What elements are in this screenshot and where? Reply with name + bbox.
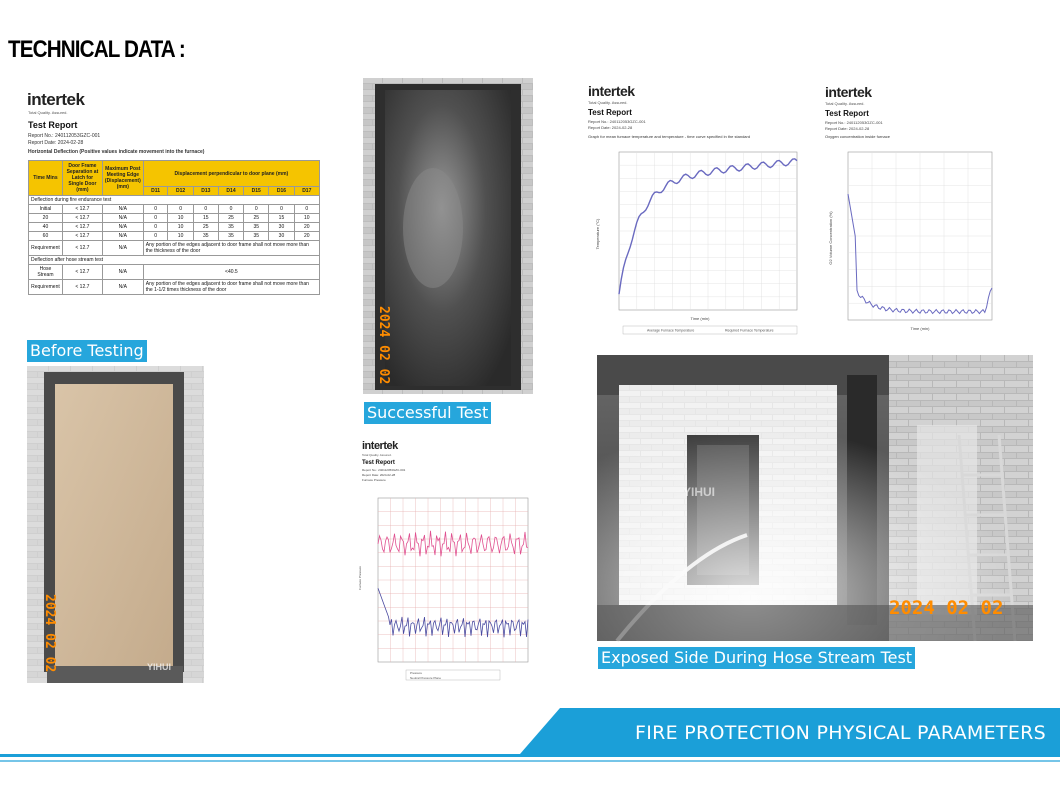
- cell: 35: [193, 232, 218, 241]
- intertek-logo: intertek: [825, 84, 872, 100]
- brand-tagline: Total Quality. Assured.: [588, 100, 628, 105]
- page-title: TECHNICAL DATA :: [8, 36, 185, 63]
- legend-item: Average Furnace Temperature: [647, 328, 695, 333]
- cell: 0: [218, 205, 243, 214]
- cell: Initial: [29, 205, 63, 214]
- intertek-logo: intertek: [588, 83, 635, 99]
- report-number: Report No.: 240112053GZC-001: [28, 133, 101, 139]
- cell: N/A: [102, 280, 143, 295]
- cell: Hose Stream: [29, 265, 63, 280]
- cell: 35: [244, 232, 269, 241]
- cell: N/A: [102, 214, 143, 223]
- cell: 10: [168, 232, 193, 241]
- footer-title: FIRE PROTECTION PHYSICAL PARAMETERS: [634, 722, 1046, 744]
- date-stamp: 2024 02 02: [42, 594, 57, 673]
- report-date: Report Date: 2024-02-28: [362, 473, 396, 477]
- photo-successful-test: [363, 78, 533, 394]
- cell: 0: [143, 232, 168, 241]
- subheader: D11: [143, 187, 168, 196]
- watermark: YIHUI: [147, 662, 172, 672]
- cell: N/A: [102, 241, 143, 256]
- caption-successful-test: Successful Test: [364, 402, 491, 424]
- subheader: D13: [193, 187, 218, 196]
- report-subtitle: Graph for mean furnace temperature and temperature - time curve specified in the standard: [588, 134, 751, 139]
- cell: 60: [29, 232, 63, 241]
- caption-exposed-side: Exposed Side During Hose Stream Test: [598, 647, 915, 669]
- intertek-logo: intertek: [27, 90, 85, 109]
- photo-before-testing: [27, 366, 204, 683]
- report-date: Report Date: 2024-02-28: [825, 126, 870, 131]
- cell: 0: [294, 205, 319, 214]
- cell: 30: [269, 223, 294, 232]
- brand-tagline: Total Quality. Assured.: [825, 101, 865, 106]
- cell: 10: [168, 223, 193, 232]
- cell: 0: [244, 205, 269, 214]
- cell: N/A: [102, 223, 143, 232]
- cell: < 12.7: [62, 214, 102, 223]
- header-max: Maximum Post Meeting Edge (Displacement) (mm): [102, 161, 143, 196]
- cell: 25: [244, 214, 269, 223]
- cell: 0: [269, 205, 294, 214]
- brand-tagline: Total Quality. Assured.: [28, 110, 68, 115]
- cell: 30: [269, 232, 294, 241]
- report-date: Report Date: 2024-02-28: [588, 125, 633, 130]
- report-number: Report No.: 240112053GZC-001: [825, 120, 883, 125]
- table-row: [29, 214, 320, 223]
- section-heading: Horizontal Deflection (Positive values indicate movement into the furnace): [28, 149, 205, 155]
- cell: 35: [244, 223, 269, 232]
- cell: 0: [193, 205, 218, 214]
- x-axis-label: Time (min): [690, 316, 710, 321]
- subheader: D17: [294, 187, 319, 196]
- date-stamp: 2024 02 02: [889, 597, 1004, 619]
- cell: 35: [218, 232, 243, 241]
- caption-before-testing: Before Testing: [27, 340, 147, 362]
- cell: N/A: [102, 205, 143, 214]
- report-number: Report No.: 240112053GZC-001: [362, 468, 406, 472]
- report-date: Report Date: 2024-02-28: [28, 140, 84, 146]
- deflection-table: [28, 160, 320, 295]
- report-title: Test Report: [28, 120, 78, 130]
- group-label: Deflection during fire endurance test: [29, 196, 320, 205]
- cell: 10: [168, 214, 193, 223]
- header-separation: Door Frame Separation at Latch for Single Door (mm): [62, 161, 102, 196]
- subheader: D15: [244, 187, 269, 196]
- report-temperature: [585, 78, 807, 340]
- header-time: Time Mins: [29, 161, 63, 196]
- cell: Requirement: [29, 241, 63, 256]
- group-label: Deflection after hose stream test: [29, 256, 320, 265]
- report-title: Test Report: [588, 108, 632, 117]
- report-deflection: [27, 86, 325, 324]
- header-displacement: Displacement perpendicular to door plane (mm): [143, 161, 319, 187]
- cell: 15: [269, 214, 294, 223]
- cell: < 12.7: [62, 223, 102, 232]
- cell: Any portion of the edges adjacent to door frame shall not move more than the thickness of the door: [143, 241, 319, 256]
- temperature-chart: [585, 144, 807, 340]
- y-axis-label: Furnace Pressure: [357, 566, 362, 590]
- report-subtitle: Oxygen concentration inside furnace: [825, 134, 890, 139]
- y-axis-label: O2 Volume Concentration (%): [828, 211, 833, 265]
- legend-item: Neutral Pressure Plane: [410, 676, 442, 680]
- cell: Any portion of the edges adjacent to door frame shall not move more than the 1-1/2 times thickness of the door: [143, 280, 319, 295]
- cell: 35: [218, 223, 243, 232]
- subheader: D12: [168, 187, 193, 196]
- brand-tagline: Total Quality. Assured.: [362, 453, 392, 457]
- report-oxygen: [822, 78, 1002, 340]
- cell: 20: [294, 223, 319, 232]
- cell: 40: [29, 223, 63, 232]
- cell: 20: [294, 232, 319, 241]
- date-stamp: 2024 02 02: [376, 306, 391, 385]
- table-row: [29, 265, 320, 280]
- cell: 0: [143, 205, 168, 214]
- cell: Requirement: [29, 280, 63, 295]
- oxygen-chart: [822, 148, 1002, 340]
- intertek-logo: intertek: [362, 440, 398, 452]
- cell: 0: [143, 223, 168, 232]
- report-title: Test Report: [825, 109, 869, 118]
- legend-item: Pressure: [410, 671, 423, 675]
- cell: 15: [193, 214, 218, 223]
- cell: 0: [143, 214, 168, 223]
- y-axis-label: Temperature (°C): [595, 218, 600, 250]
- table-row: [29, 232, 320, 241]
- cell: < 12.7: [62, 205, 102, 214]
- cell: N/A: [102, 265, 143, 280]
- cell: 0: [168, 205, 193, 214]
- cell: < 12.7: [62, 265, 102, 280]
- watermark: YIHUI: [683, 485, 716, 499]
- cell: < 12.7: [62, 280, 102, 295]
- report-number: Report No.: 240112053GZC-001: [588, 119, 646, 124]
- cell: 10: [294, 214, 319, 223]
- subheader: D16: [269, 187, 294, 196]
- cell: < 12.7: [62, 241, 102, 256]
- report-pressure: [357, 436, 532, 689]
- table-row: [29, 205, 320, 214]
- cell: 20: [29, 214, 63, 223]
- pressure-chart: [366, 494, 532, 684]
- table-row: [29, 223, 320, 232]
- cell: 25: [218, 214, 243, 223]
- cell: 25: [193, 223, 218, 232]
- cell: <40.5: [143, 265, 319, 280]
- legend-item: Required Furnace Temperature: [725, 328, 774, 333]
- report-title: Test Report: [362, 460, 395, 466]
- table-row: [29, 241, 320, 256]
- subheader: D14: [218, 187, 243, 196]
- cell: < 12.7: [62, 232, 102, 241]
- x-axis-label: Time (min): [910, 326, 930, 331]
- report-subtitle: Furnace Pressure: [362, 478, 386, 482]
- table-row: [29, 280, 320, 295]
- cell: N/A: [102, 232, 143, 241]
- photo-hose-stream-test: [597, 355, 1033, 641]
